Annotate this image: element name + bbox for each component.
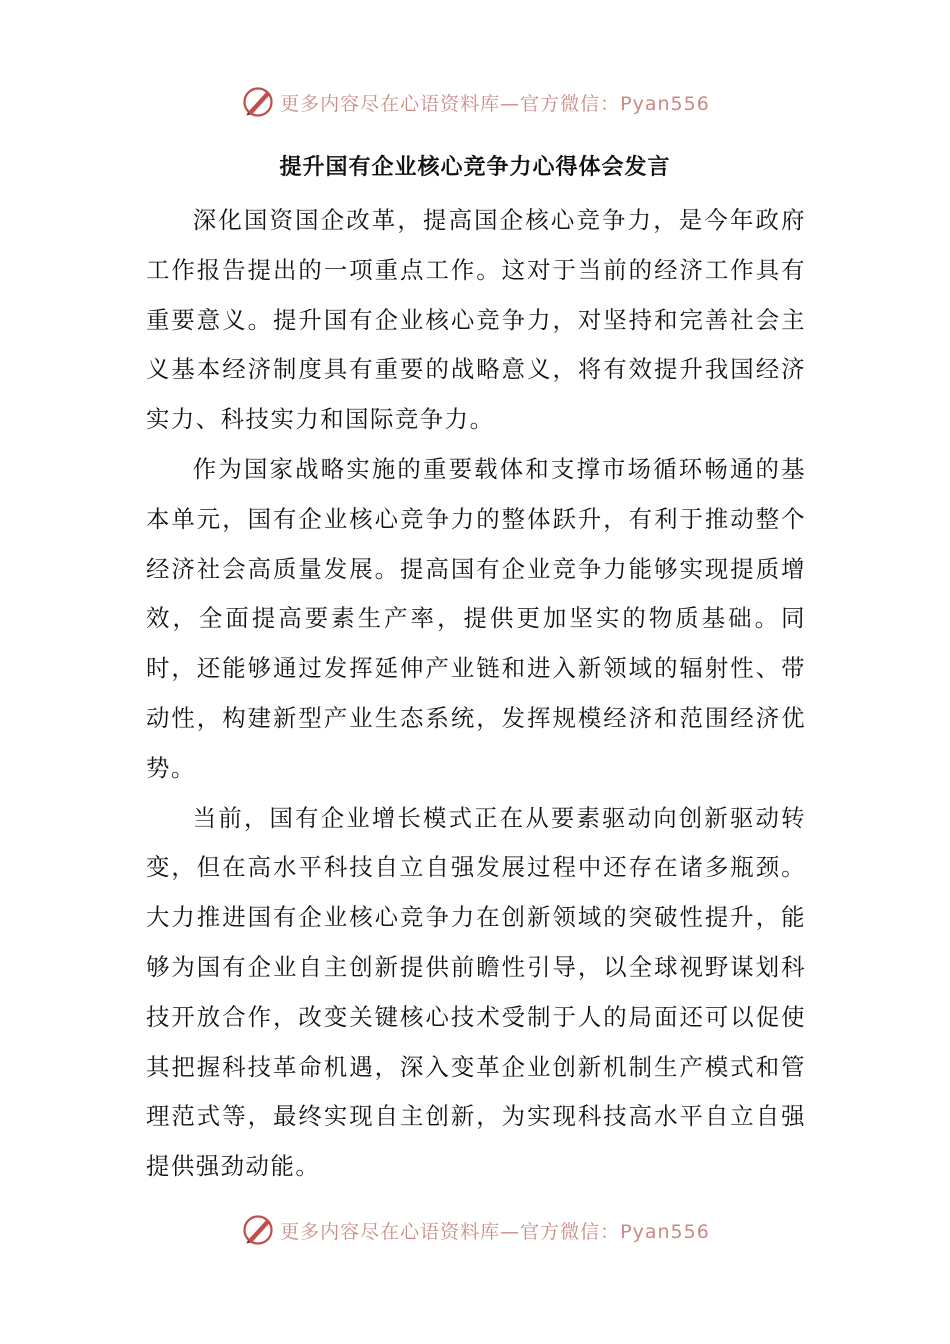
header-banner (0, 78, 950, 126)
footer-banner (0, 1206, 950, 1254)
footer-banner-text: 更多内容尽在心语资料库—官方微信：Pyan556 (280, 1220, 710, 1243)
document-title: 提升国有企业核心竞争力心得体会发言 (279, 155, 671, 180)
pen-logo-icon (240, 1212, 276, 1248)
paragraph-1: 深化国资国企改革，提高国企核心竞争力，是今年政府工作报告提出的一项重点工作。这对于当前的经济工作具有重要意义。提升国有企业核心竞争力，对坚持和完善社会主义基本经济制度具有重要的战略意义，将有效提升我国经济实力、科技实力和国际竞争力。 (146, 206, 806, 434)
pen-logo-icon (240, 84, 276, 120)
header-banner-text: 更多内容尽在心语资料库—官方微信：Pyan556 (280, 92, 710, 115)
paragraph-3: 当前，国有企业增长模式正在从要素驱动向创新驱动转变，但在高水平科技自立自强发展过程中还存在诸多瓶颈。大力推进国有企业核心竞争力在创新领域的突破性提升，能够为国有企业自主创新提供前瞻性引导，以全球视野谋划科技开放合作，改变关键核心技术受制于人的局面还可以促使其把握科技革命机遇，深入变革企业创新机制生产模式和管理范式等，最终实现自主创新，为实现科技高水平自立自强提供强劲动能。 (146, 803, 806, 1181)
document-body (146, 196, 806, 1192)
paragraph-2: 作为国家战略实施的重要载体和支撑市场循环畅通的基本单元，国有企业核心竞争力的整体跃升，有利于推动整个经济社会高质量发展。提高国有企业竞争力能够实现提质增效，全面提高要素生产率，提供更加坚实的物质基础。同时，还能够通过发挥延伸产业链和进入新领域的辐射性、带动性，构建新型产业生态系统，发挥规模经济和范围经济优势。 (146, 454, 806, 782)
